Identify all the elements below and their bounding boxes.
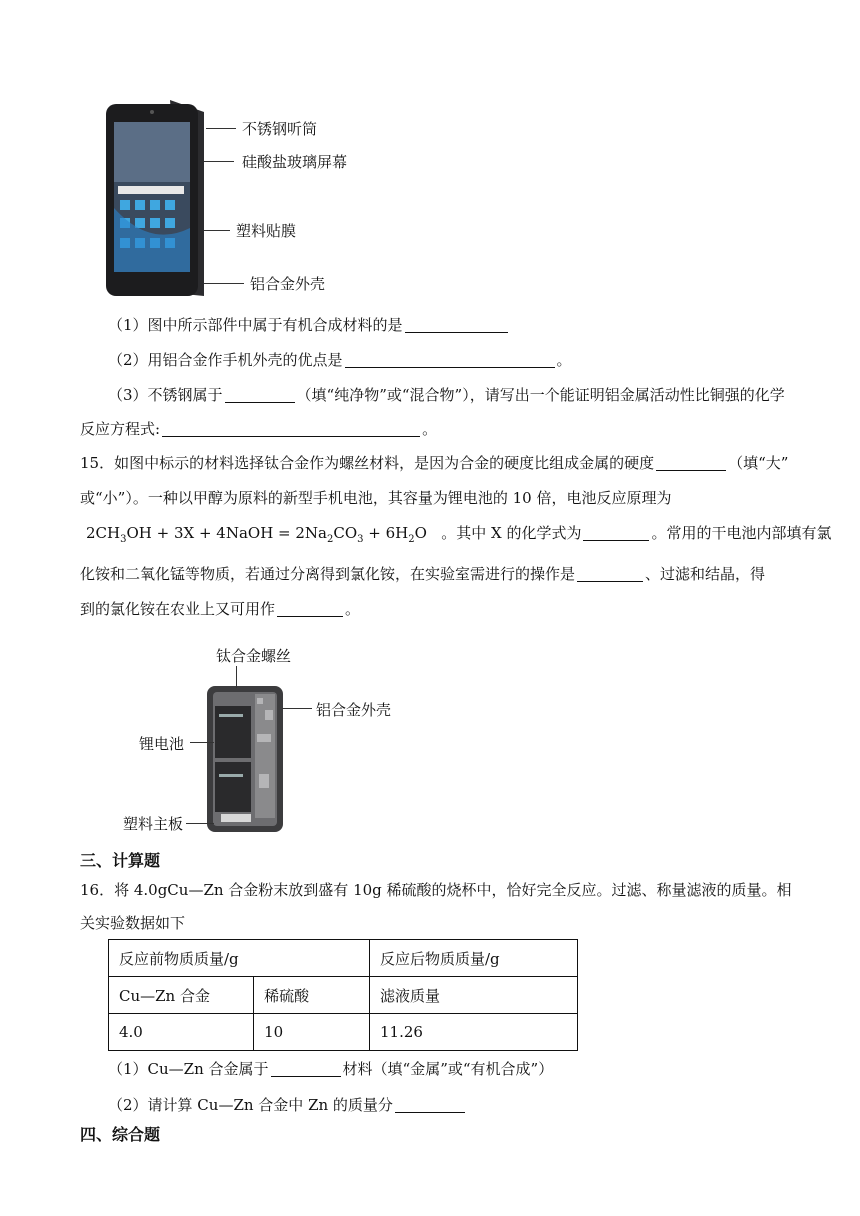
label-plastic-motherboard: 塑料主板: [123, 815, 184, 833]
table-row: [109, 1014, 578, 1051]
table-header-before: 反应前物质质量/g: [109, 940, 370, 977]
table-cell: 10: [254, 1014, 370, 1051]
answer-blank[interactable]: [405, 317, 508, 333]
table-cell: 11.26: [370, 1014, 578, 1051]
label-silicate-glass-screen: 硅酸盐玻璃屏幕: [242, 153, 348, 171]
q14-part3: （3）不锈钢属于 （填“纯净物”或“混合物”），请写出一个能证明铝金属活动性比铜强的化学: [108, 386, 785, 404]
q14-part1: （1）图中所示部件中属于有机合成材料的是: [108, 314, 510, 336]
q15-line2: 或“小”）。一种以甲醇为原料的新型手机电池，其容量为锂电池的 10 倍，电池反应原理为: [80, 489, 672, 507]
figure-phone-interior: [205, 684, 285, 834]
answer-blank[interactable]: [395, 1097, 465, 1113]
q15-line1: 15．如图中标示的材料选择钛合金作为螺丝材料，是因为合金的硬度比组成金属的硬度 （填“大”: [80, 454, 789, 472]
answer-blank[interactable]: [583, 525, 649, 541]
answer-blank[interactable]: [162, 421, 420, 437]
answer-blank[interactable]: [225, 387, 295, 403]
label-lithium-battery: 锂电池: [139, 735, 185, 753]
answer-blank[interactable]: [277, 601, 343, 617]
table-cell: Cu—Zn 合金: [109, 977, 254, 1014]
table-header-after: 反应后物质质量/g: [370, 940, 578, 977]
q16-part1: （1）Cu—Zn 合金属于 材料（填“金属”或“有机合成”）: [108, 1060, 554, 1078]
answer-blank[interactable]: [577, 566, 643, 582]
experiment-data-table: [108, 939, 578, 1051]
section-heading-comprehensive: 四、综合题: [80, 1125, 161, 1144]
q16-part2: （2）请计算 Cu—Zn 合金中 Zn 的质量分: [108, 1094, 467, 1116]
q14-part3-cont: 反应方程式: 。: [80, 420, 438, 438]
label-aluminum-shell: 铝合金外壳: [250, 275, 326, 293]
label-aluminum-shell-2: 铝合金外壳: [316, 701, 392, 719]
section-heading-calculation: 三、计算题: [80, 851, 161, 870]
q15-line3: $2CH_3OH + 3X$ + 4NaOH = $2Na_2CO_3 + 6H_2O$ 。其中 X 的化学式为 。常用的干电池内部填有氯: [86, 524, 832, 545]
q15-line5: 到的氯化铵在农业上又可用作 。: [80, 600, 361, 618]
phone-interior-illustration: [205, 684, 285, 834]
q16-line2: 关实验数据如下: [80, 914, 186, 932]
label-titanium-screw: 钛合金螺丝: [216, 647, 292, 665]
table-cell: 滤液质量: [370, 977, 578, 1014]
q14-part2: （2）用铝合金作手机外壳的优点是 。: [108, 351, 572, 369]
table-row: [109, 940, 578, 977]
table-cell: 4.0: [109, 1014, 254, 1051]
answer-blank[interactable]: [656, 455, 726, 471]
table-cell: 稀硫酸: [254, 977, 370, 1014]
answer-blank[interactable]: [345, 352, 555, 368]
figure-phone-exterior: [100, 98, 370, 298]
label-plastic-film: 塑料贴膜: [236, 222, 297, 240]
table-row: [109, 977, 578, 1014]
chemical-equation: $2CH_3OH + 3X$ + 4NaOH = $2Na_2CO_3 + 6H_2O$: [86, 524, 427, 545]
label-stainless-steel-earpiece: 不锈钢听筒: [242, 120, 318, 138]
q15-line4: 化铵和二氧化锰等物质，若通过分离得到氯化铵，在实验室需进行的操作是 、过滤和结晶，得: [80, 565, 766, 583]
q16-line1: 16．将 4.0gCu—Zn 合金粉末放到盛有 10g 稀硫酸的烧杯中，恰好完全反应。过滤、称量滤液的质量。相: [80, 881, 792, 899]
answer-blank[interactable]: [271, 1061, 341, 1077]
